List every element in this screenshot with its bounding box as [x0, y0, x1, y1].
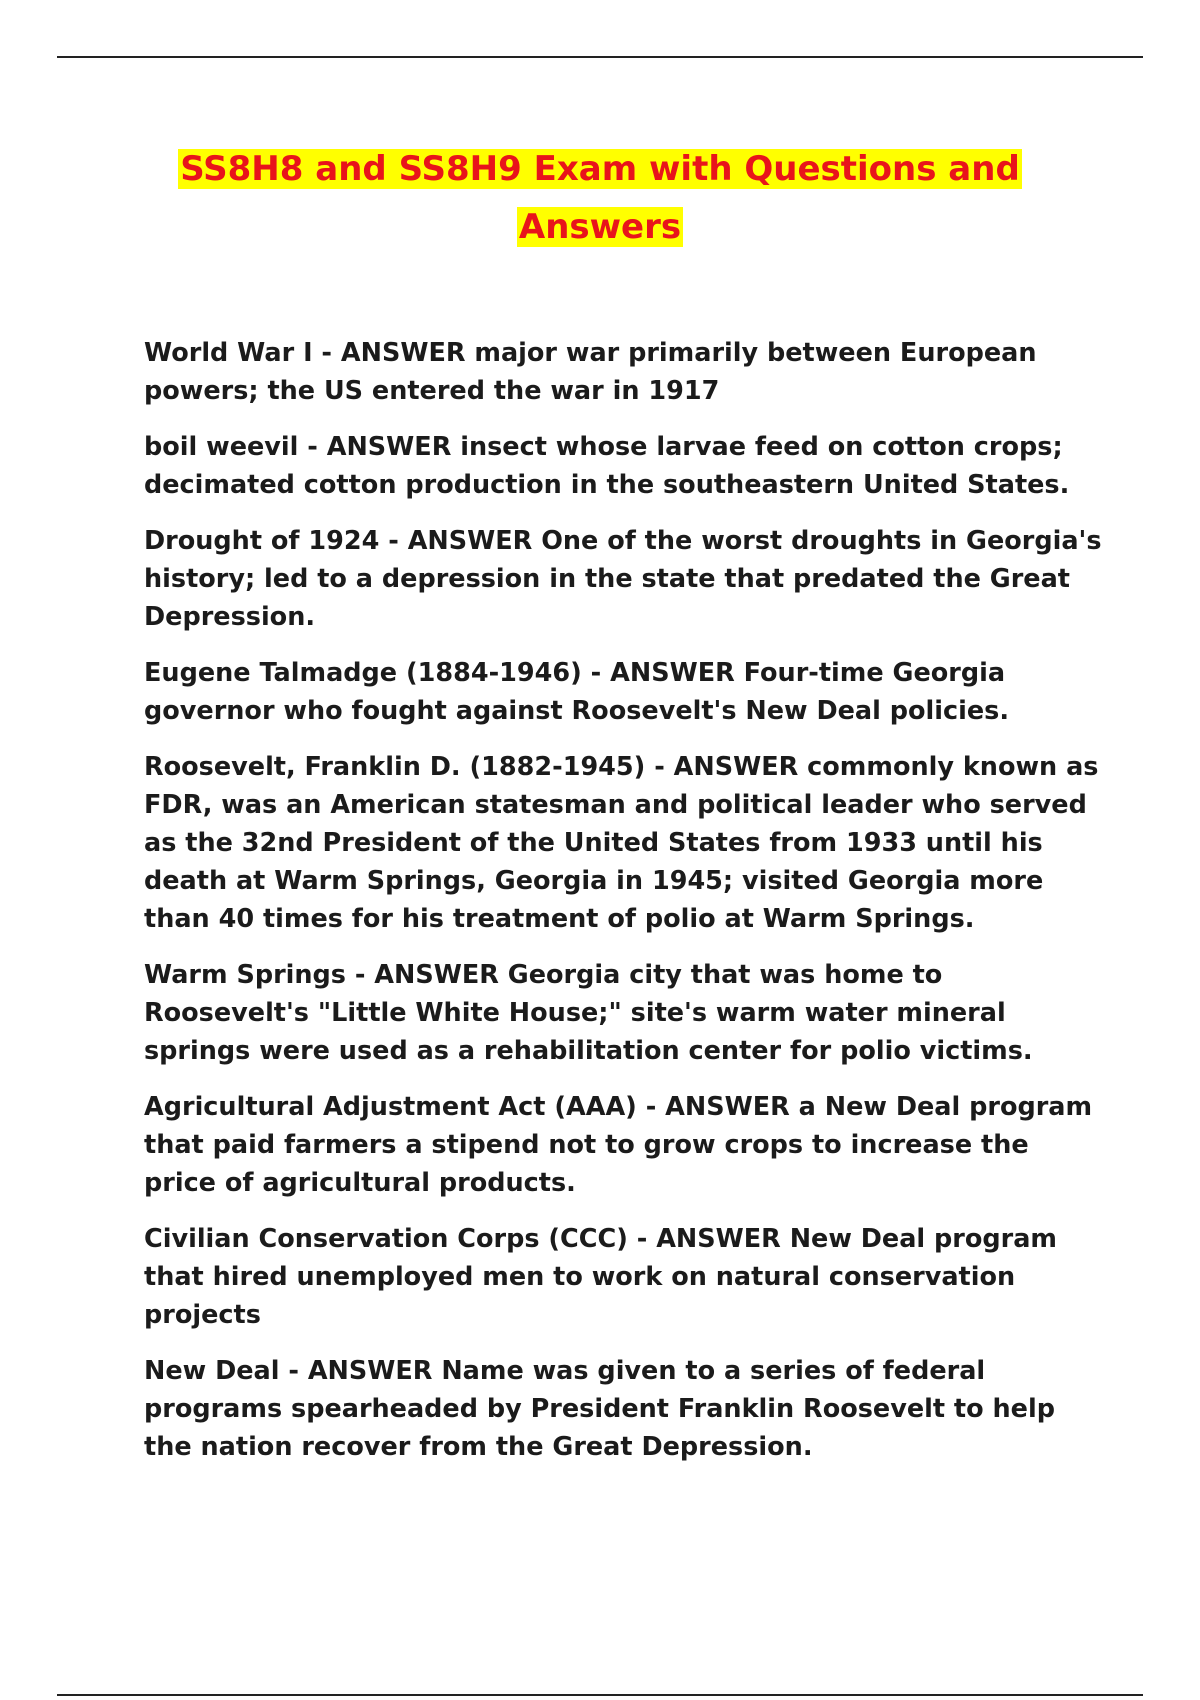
page-title	[150, 140, 1050, 256]
qa-entry-ccc: Civilian Conservation Corps (CCC) - ANSWER New Deal program that hired unemployed men to work on natural conservation projects	[144, 1224, 1058, 1330]
qa-entry-world-war-i: World War I - ANSWER major war primarily between European powers; the US entered the war in 1917	[144, 338, 1037, 406]
top-rule	[57, 56, 1143, 58]
qa-entry-new-deal: New Deal - ANSWER Name was given to a series of federal programs spearheaded by President Franklin Roosevelt to help the nation recover from the Great Depression.	[144, 1356, 1055, 1462]
qa-entry-aaa: Agricultural Adjustment Act (AAA) - ANSWER a New Deal program that paid farmers a stipend not to grow crops to increase the price of agricultural products.	[144, 1092, 1093, 1198]
bottom-rule	[57, 1694, 1143, 1696]
qa-entry-roosevelt: Roosevelt, Franklin D. (1882-1945) - ANSWER commonly known as FDR, was an American statesman and political leader who served as the 32nd President of the United States from 1933 until his death at Warm Springs, Georgia in 1945; visited Georgia more than 40 times for his treatment of polio at Warm Springs.	[144, 752, 1099, 934]
qa-entry-eugene-talmadge: Eugene Talmadge (1884-1946) - ANSWER Four-time Georgia governor who fought against Roosevelt's New Deal policies.	[144, 658, 1010, 726]
qa-entry-warm-springs: Warm Springs - ANSWER Georgia city that was home to Roosevelt's "Little White House;" site's warm water mineral springs were used as a rehabilitation center for polio victims.	[144, 960, 1033, 1066]
qa-entry-drought-1924: Drought of 1924 - ANSWER One of the worst droughts in Georgia's history; led to a depression in the state that predated the Great Depression.	[144, 526, 1102, 632]
qa-list	[144, 334, 1104, 1484]
title-text: SS8H8 and SS8H9 Exam with Questions and Answers	[180, 149, 1020, 247]
qa-entry-boil-weevil: boil weevil - ANSWER insect whose larvae feed on cotton crops; decimated cotton production in the southeastern United States.	[144, 432, 1070, 500]
